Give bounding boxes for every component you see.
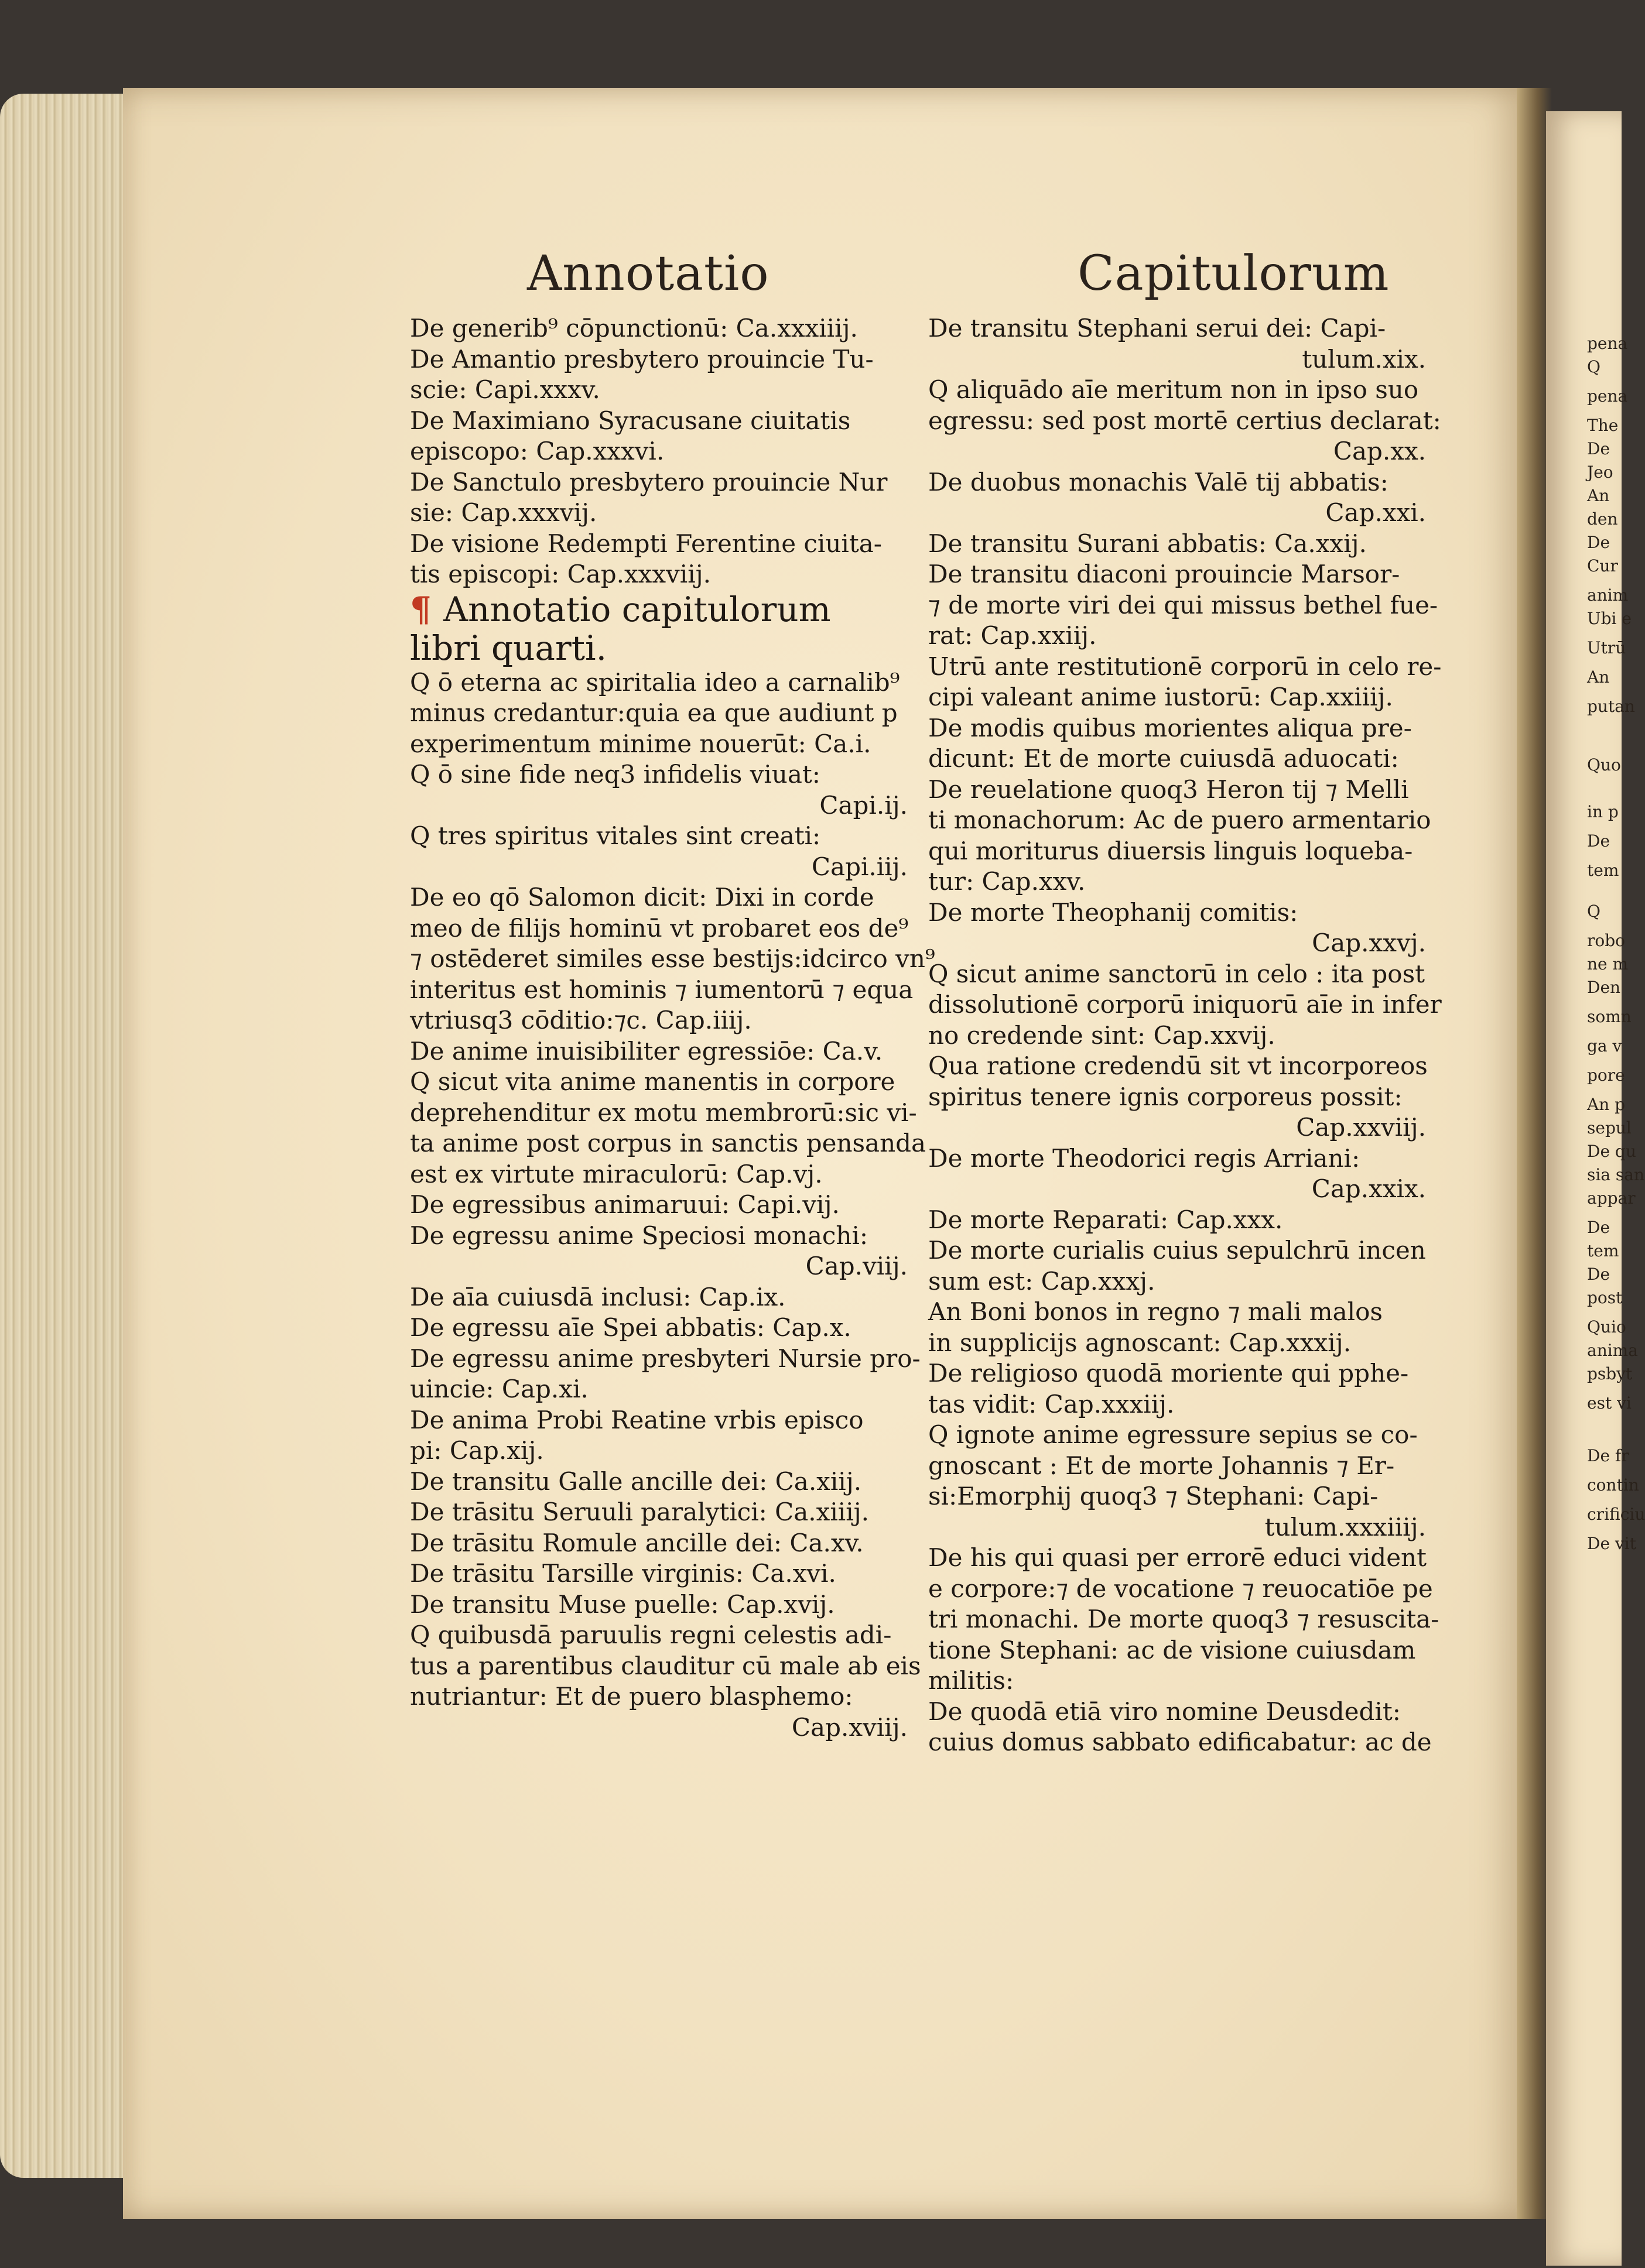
text-line xyxy=(410,1098,917,1129)
text-line-content: Capi.iij. xyxy=(811,852,908,881)
text-line xyxy=(928,1420,1426,1451)
facing-page-line: An xyxy=(1587,667,1610,687)
text-line xyxy=(410,375,908,406)
text-line xyxy=(410,698,908,729)
text-line-content: Q ō eterna ac spiritalia ideo a carnalib⁹ xyxy=(410,667,900,697)
text-line-content: libri quarti. xyxy=(410,628,607,668)
text-line-content: De modis quibus morientes aliqua pre- xyxy=(928,713,1412,742)
text-line xyxy=(928,744,1426,775)
facing-page-line: pena xyxy=(1587,386,1628,406)
text-line-content: De anime inuisibiliter egressiōe: Ca.v. xyxy=(410,1036,883,1066)
text-line-content: dicunt: Et de morte cuiusdā aduocati: xyxy=(928,744,1399,773)
text-line xyxy=(410,1005,908,1036)
text-line-content: Qua ratione credendū sit vt incorporeos xyxy=(928,1051,1428,1080)
text-line xyxy=(928,1051,1426,1082)
text-line xyxy=(928,652,1442,683)
text-line xyxy=(928,1174,1426,1205)
text-line-content: nutriantur: Et de puero blasphemo: xyxy=(410,1682,853,1711)
facing-page-line: anima xyxy=(1587,1341,1638,1360)
text-line xyxy=(410,559,908,590)
text-line xyxy=(410,436,908,467)
facing-page-line: tem xyxy=(1587,861,1619,880)
text-line-content: Cap.xxviij. xyxy=(1296,1113,1426,1142)
text-line-content: De trāsitu Seruuli paralytici: Ca.xiiij. xyxy=(410,1498,870,1526)
facing-page-line: De vit xyxy=(1587,1534,1636,1553)
text-line-content: meo de filijs hominū vt probaret eos de⁹ xyxy=(410,913,909,943)
text-line-content: Cap.xxi. xyxy=(1325,498,1426,527)
text-line xyxy=(928,1082,1426,1113)
facing-page-line: Jeo xyxy=(1587,462,1613,482)
text-line xyxy=(410,975,914,1006)
text-line-content: An Boni bonos in regno ⁊ mali malos xyxy=(928,1297,1383,1326)
text-line-content: tas vidit: Cap.xxxiij. xyxy=(928,1389,1175,1419)
text-line-content: De aīa cuiusdā inclusi: Cap.ix. xyxy=(410,1282,786,1311)
text-line xyxy=(410,1344,921,1375)
text-line xyxy=(928,928,1426,959)
text-line-content: De morte Theophanij comitis: xyxy=(928,897,1298,927)
text-line-content: cuius domus sabbato edificabatur: ac de xyxy=(928,1728,1432,1756)
text-line xyxy=(410,1436,908,1467)
text-line-content: est ex virtute miraculorū: Cap.vj. xyxy=(410,1159,823,1188)
facing-page-line: De xyxy=(1587,1265,1610,1284)
text-line xyxy=(928,836,1426,867)
text-line xyxy=(928,959,1426,990)
text-line-content: Q tres spiritus vitales sint creati: xyxy=(410,821,821,850)
text-line xyxy=(410,1528,908,1559)
text-line xyxy=(410,1467,908,1498)
text-line xyxy=(928,1143,1426,1174)
text-line-content: De reuelatione quoq3 Heron tij ⁊ Melli xyxy=(928,775,1409,804)
text-line-content: De anima Probi Reatine vrbis episco xyxy=(410,1405,864,1434)
text-line xyxy=(928,436,1426,467)
text-line xyxy=(928,590,1438,621)
text-line xyxy=(928,1266,1426,1297)
text-line-content: e corpore:⁊ de vocatione ⁊ reuocatiōe pe xyxy=(928,1574,1433,1603)
facing-page-line: sepul xyxy=(1587,1118,1632,1138)
text-line-content: De Maximiano Syracusane ciuitatis xyxy=(410,406,851,435)
text-line xyxy=(928,1205,1426,1236)
text-line xyxy=(410,913,908,944)
text-line xyxy=(410,1620,908,1651)
text-line-content: tri monachi. De morte quoq3 ⁊ resuscita- xyxy=(928,1605,1439,1633)
text-line xyxy=(410,1558,908,1589)
facing-page-fragment xyxy=(1546,111,1645,2266)
text-line xyxy=(928,866,1426,897)
text-line-content: gnoscant : Et de morte Johannis ⁊ Er- xyxy=(928,1451,1395,1480)
text-line-content: De trāsitu Tarsille virginis: Ca.xvi. xyxy=(410,1559,836,1588)
text-line xyxy=(928,682,1426,713)
text-line xyxy=(928,621,1426,652)
running-header-left: Annotatio xyxy=(527,246,770,302)
text-line xyxy=(410,1374,908,1405)
text-line xyxy=(928,1389,1426,1420)
text-line xyxy=(928,1543,1426,1574)
facing-page-line: den xyxy=(1587,509,1618,529)
text-line xyxy=(410,1497,908,1528)
text-line-content: De generib⁹ cōpunctionū: Ca.xxxiiij. xyxy=(410,314,858,342)
facing-page-line: tem xyxy=(1587,1241,1619,1260)
facing-page-line: ne m xyxy=(1587,954,1629,974)
text-line-content: uincie: Cap.xi. xyxy=(410,1375,589,1403)
text-line-content: spiritus tenere ignis corporeus possit: xyxy=(928,1082,1403,1111)
facing-page-line: Ubi e xyxy=(1587,609,1632,628)
text-line-content: De his qui quasi per errorē educi vident xyxy=(928,1543,1427,1572)
text-line-content: Q ignote anime egressure sepius se co- xyxy=(928,1420,1418,1449)
text-line xyxy=(928,897,1426,929)
text-line xyxy=(928,559,1426,590)
running-header-right: Capitulorum xyxy=(1078,246,1390,302)
text-line-content: rat: Cap.xxiij. xyxy=(928,621,1097,650)
text-line xyxy=(410,1067,908,1098)
text-line xyxy=(410,1159,908,1190)
text-line xyxy=(928,1020,1426,1051)
text-line xyxy=(410,852,908,883)
text-line xyxy=(928,805,1431,836)
text-line-content: De transitu diaconi prouincie Marsor- xyxy=(928,560,1400,588)
text-line-content: tulum.xxxiiij. xyxy=(1264,1512,1426,1541)
facing-page-line: pore xyxy=(1587,1066,1625,1085)
text-line xyxy=(410,729,908,760)
text-line-content: De trāsitu Romule ancille dei: Ca.xv. xyxy=(410,1528,864,1557)
facing-page-line: De xyxy=(1587,1218,1610,1237)
text-line xyxy=(410,882,908,913)
text-line-content: De visione Redempti Ferentine ciuita- xyxy=(410,529,882,558)
facing-page-line: appar xyxy=(1587,1188,1636,1208)
text-line xyxy=(410,498,908,529)
text-line xyxy=(410,1128,926,1159)
text-line xyxy=(410,759,908,790)
text-line xyxy=(928,1235,1426,1266)
text-line xyxy=(410,313,908,344)
text-line-content: ta anime post corpus in sanctis pensanda xyxy=(410,1129,926,1157)
text-line xyxy=(928,1727,1432,1758)
text-line xyxy=(410,944,935,975)
text-line-content: ti monachorum: Ac de puero armentario xyxy=(928,806,1431,834)
text-line xyxy=(928,1604,1439,1635)
text-line-content: De egressu anime presbyteri Nursie pro- xyxy=(410,1344,921,1373)
text-line-content: militis: xyxy=(928,1666,1014,1695)
text-line xyxy=(928,1112,1426,1143)
text-line-content: scie: Capi.xxxv. xyxy=(410,375,600,404)
text-line-content: dissolutionē corporū iniquorū aīe in infer xyxy=(928,990,1442,1019)
facing-page-line: in p xyxy=(1587,802,1619,821)
text-line-content: qui moriturus diuersis linguis loqueba- xyxy=(928,836,1413,865)
text-line-content: si:Emorphij quoq3 ⁊ Stephani: Capi- xyxy=(928,1482,1379,1510)
text-line-content: Q quibusdā paruulis regni celestis adi- xyxy=(410,1621,892,1649)
text-line-content: Cap.viij. xyxy=(805,1252,908,1280)
text-line-content: De egressu anime Speciosi monachi: xyxy=(410,1221,868,1250)
facing-page-line: Den xyxy=(1587,978,1621,997)
text-line-content: De morte Theodorici regis Arriani: xyxy=(928,1143,1360,1173)
text-line xyxy=(928,1697,1426,1728)
facing-page-line: putan xyxy=(1587,697,1635,716)
facing-page-line: Q xyxy=(1587,357,1600,376)
text-line xyxy=(410,1282,908,1313)
facing-page-line: Cur xyxy=(1587,556,1618,575)
text-line-content: ⁊ ostēderet similes esse bestijs:idcirco vn⁹ xyxy=(410,944,935,973)
text-line-content: Annotatio capitulorum xyxy=(443,589,831,629)
text-line xyxy=(410,1221,908,1252)
text-line-content: Utrū ante restitutionē corporū in celo re- xyxy=(928,652,1442,681)
text-line xyxy=(410,790,908,821)
text-line xyxy=(410,529,908,560)
text-line-content: pi: Cap.xij. xyxy=(410,1436,544,1465)
text-line xyxy=(928,1328,1426,1359)
facing-page-line: crificiu xyxy=(1587,1505,1645,1524)
text-line-content: De morte curialis cuius sepulchrū incen xyxy=(928,1236,1426,1265)
left-text-column xyxy=(410,313,935,1743)
text-line-content: Cap.xxvj. xyxy=(1312,929,1426,957)
text-line xyxy=(410,467,908,498)
text-line-content: De transitu Surani abbatis: Ca.xxij. xyxy=(928,529,1367,558)
text-line-content: De Amantio presbytero prouincie Tu- xyxy=(410,344,874,374)
text-line xyxy=(410,344,908,375)
facing-page-line: Quo xyxy=(1587,755,1621,775)
text-line-content: minus credantur:quia ea que audiunt p xyxy=(410,698,898,727)
facing-page-line: sia san xyxy=(1587,1165,1645,1184)
text-line-content: in supplicijs agnoscant: Cap.xxxij. xyxy=(928,1328,1352,1357)
text-line-content: Q ō sine fide neq3 infidelis viuat: xyxy=(410,760,820,789)
section-heading xyxy=(410,629,908,667)
text-line xyxy=(928,1481,1426,1512)
text-line-content: episcopo: Cap.xxxvi. xyxy=(410,437,665,465)
text-line-content: ⁊ de morte viri dei qui missus bethel fue- xyxy=(928,590,1438,619)
facing-page-line: De xyxy=(1587,831,1610,851)
text-line xyxy=(410,1681,908,1712)
text-line xyxy=(410,1251,908,1282)
text-line-content: tis episcopi: Cap.xxxviij. xyxy=(410,560,712,588)
section-heading xyxy=(410,590,908,629)
text-line-content: De morte Reparati: Cap.xxx. xyxy=(928,1205,1283,1234)
text-line xyxy=(410,1036,908,1067)
text-line xyxy=(410,406,908,437)
text-line-content: De Sanctulo presbytero prouincie Nur xyxy=(410,467,888,496)
text-line-content: interitus est hominis ⁊ iumentorū ⁊ equa xyxy=(410,975,914,1004)
text-line-content: Q aliquādo aīe meritum non in ipso suo xyxy=(928,375,1419,404)
text-line xyxy=(410,1589,908,1621)
text-line xyxy=(928,344,1426,375)
text-line-content: De quodā etiā viro nomine Deusdedit: xyxy=(928,1697,1401,1726)
text-line-content: Cap.xx. xyxy=(1333,437,1426,465)
facing-page-line: est vi xyxy=(1587,1393,1632,1413)
facing-page-line: De qu xyxy=(1587,1142,1636,1161)
facing-page-line: De fr xyxy=(1587,1446,1629,1465)
text-line xyxy=(410,1405,908,1436)
text-line-content: experimentum minime nouerūt: Ca.i. xyxy=(410,729,871,758)
text-line-content: De eo qō Salomon dicit: Dixi in corde xyxy=(410,883,874,912)
text-line xyxy=(410,1190,908,1221)
text-line xyxy=(928,775,1426,806)
text-line xyxy=(928,1666,1426,1697)
text-line-content: De transitu Muse puelle: Cap.xvij. xyxy=(410,1589,835,1619)
text-line-content: De duobus monachis Valē tij abbatis: xyxy=(928,467,1388,496)
text-line-content: deprehenditur ex motu membrorū:sic vi- xyxy=(410,1098,917,1127)
text-line-content: sie: Cap.xxxvij. xyxy=(410,498,597,527)
text-line-content: tur: Cap.xxv. xyxy=(928,867,1086,896)
facing-page-line: contin xyxy=(1587,1475,1639,1495)
text-line-content: vtriusq3 cōditio:⁊c. Cap.iiij. xyxy=(410,1006,752,1034)
text-line xyxy=(928,467,1426,498)
facing-page-line: robo xyxy=(1587,931,1626,950)
text-line-content: Q sicut anime sanctorū in celo : ita post xyxy=(928,959,1425,988)
text-line-content: Cap.xxix. xyxy=(1311,1174,1426,1203)
text-line xyxy=(928,713,1426,744)
facing-page-line: An p xyxy=(1587,1095,1626,1114)
facing-page-line: Utrū xyxy=(1587,638,1626,657)
text-line-content: egressu: sed post mortē certius declarat: xyxy=(928,406,1441,435)
facing-page-line: An xyxy=(1587,486,1610,505)
text-line xyxy=(928,529,1426,560)
text-line xyxy=(928,1574,1433,1605)
text-line xyxy=(410,667,908,698)
text-line-content: Capi.ij. xyxy=(819,790,908,820)
text-line xyxy=(928,375,1426,406)
text-line-content: tus a parentibus clauditur cū male ab eis xyxy=(410,1651,921,1680)
text-line xyxy=(928,1635,1426,1666)
facing-page-line: The xyxy=(1587,416,1619,435)
text-line-content: De religioso quodā moriente qui pphe- xyxy=(928,1359,1409,1387)
text-line xyxy=(410,1313,908,1344)
text-line xyxy=(410,1712,908,1743)
pilcrow-mark: ¶ xyxy=(410,589,444,629)
right-text-column xyxy=(928,313,1442,1758)
text-line xyxy=(928,406,1441,437)
text-line xyxy=(410,1651,921,1682)
text-line-content: tione Stephani: ac de visione cuiusdam xyxy=(928,1635,1416,1664)
facing-page-line: Q xyxy=(1587,902,1600,921)
facing-page-line: psbyt xyxy=(1587,1364,1633,1383)
facing-page-line: De xyxy=(1587,439,1610,458)
text-line xyxy=(928,1358,1426,1389)
facing-page-line: ga v xyxy=(1587,1036,1622,1056)
text-line xyxy=(928,1512,1426,1543)
text-line-content: tulum.xix. xyxy=(1302,344,1426,374)
text-line-content: Q sicut vita anime manentis in corpore xyxy=(410,1067,895,1096)
text-line-content: De egressu aīe Spei abbatis: Cap.x. xyxy=(410,1313,851,1342)
facing-page-line: De xyxy=(1587,533,1610,552)
text-line-content: no credende sint: Cap.xxvij. xyxy=(928,1020,1275,1050)
text-line-content: cipi valeant anime iustorū: Cap.xxiiij. xyxy=(928,683,1393,711)
text-line xyxy=(928,498,1426,529)
text-line-content: Cap.xviij. xyxy=(791,1712,908,1742)
facing-page-line: anim xyxy=(1587,585,1629,605)
text-line-content: De transitu Galle ancille dei: Ca.xiij. xyxy=(410,1467,862,1496)
text-line-content: sum est: Cap.xxxj. xyxy=(928,1266,1155,1296)
facing-page-line: somn xyxy=(1587,1007,1632,1026)
facing-page-line: pena xyxy=(1587,334,1628,353)
text-line-content: De transitu Stephani serui dei: Capi- xyxy=(928,314,1386,342)
text-line xyxy=(928,313,1426,344)
facing-page-line: post xyxy=(1587,1288,1623,1307)
text-line xyxy=(410,821,908,852)
facing-page-line: Quio xyxy=(1587,1317,1626,1337)
text-line xyxy=(928,1451,1426,1482)
text-line xyxy=(928,1297,1426,1328)
text-line xyxy=(928,989,1442,1020)
text-line-content: De egressibus animaruui: Capi.vij. xyxy=(410,1190,840,1219)
